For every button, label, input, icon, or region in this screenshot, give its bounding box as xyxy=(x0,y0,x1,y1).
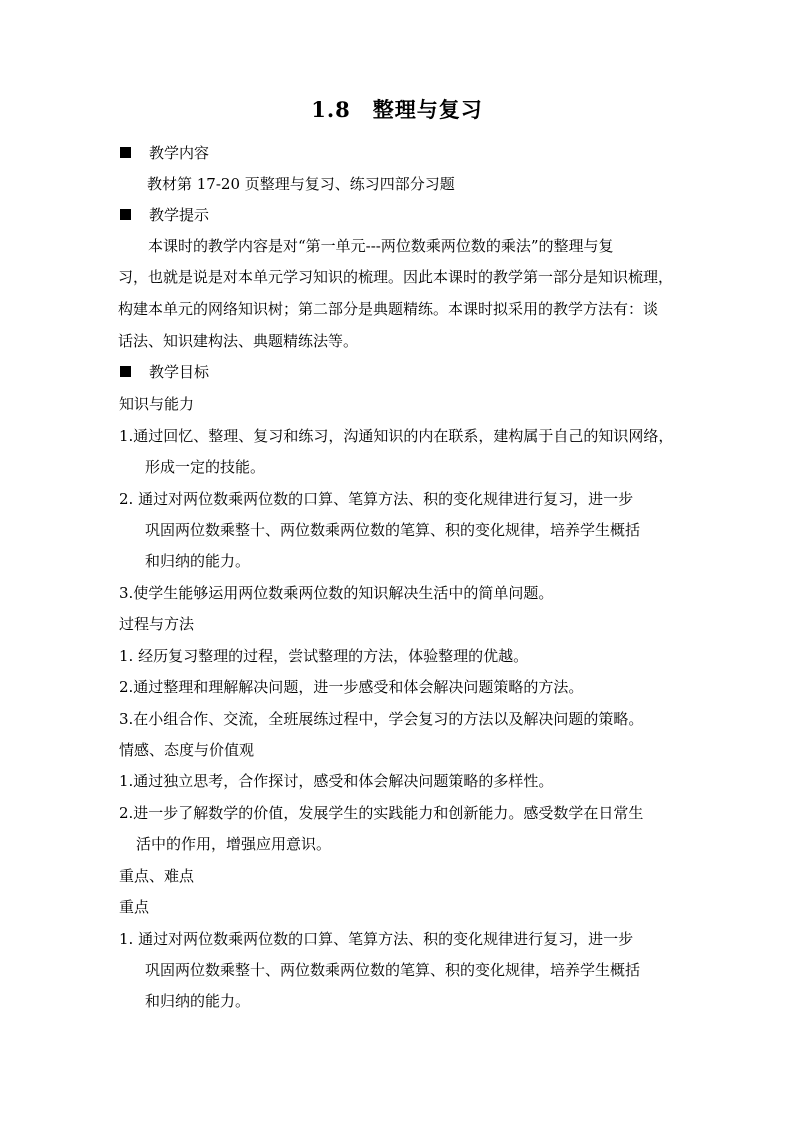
emotion-item: 2.进一步了解数学的价值，发展学生的实践能力和创新能力。感受数学在日常生 xyxy=(119,804,644,822)
section-teaching-content xyxy=(120,143,209,163)
key-heading: 重点 xyxy=(119,898,150,916)
hint-line: 构建本单元的网络知识树；第二部分是典题精练。本课时拟采用的教学方法有：谈 xyxy=(118,300,659,318)
section-teaching-hint xyxy=(120,205,209,225)
page-title: 1.8 整理与复习 xyxy=(311,97,483,122)
square-bullet-icon xyxy=(120,147,131,158)
knowledge-item-cont: 巩固两位数乘整十、两位数乘两位数的笔算、积的变化规律，培养学生概括 xyxy=(145,521,641,539)
emotion-item-cont: 活中的作用，增强应用意识。 xyxy=(136,835,332,853)
section-heading: 教学内容 xyxy=(149,144,210,162)
section-teaching-goals xyxy=(120,362,209,382)
key-item-cont: 和归纳的能力。 xyxy=(145,992,251,1010)
hint-line: 话法、知识建构法、典题精练法等。 xyxy=(118,332,359,350)
knowledge-item: 3.使学生能够运用两位数乘两位数的知识解决生活中的简单问题。 xyxy=(119,584,554,602)
knowledge-item-cont: 和归纳的能力。 xyxy=(145,552,251,570)
hint-line: 本课时的教学内容是对“第一单元---两位数乘两位数的乘法”的整理与复 xyxy=(148,237,614,255)
knowledge-item: 1.通过回忆、整理、复习和练习，沟通知识的内在联系，建构属于自己的知识网络， xyxy=(119,427,674,445)
square-bullet-icon xyxy=(120,209,131,220)
knowledge-item-cont: 形成一定的技能。 xyxy=(145,458,266,476)
process-item: 3.在小组合作、交流，全班展练过程中，学会复习的方法以及解决问题的策略。 xyxy=(119,710,644,728)
square-bullet-icon xyxy=(120,366,131,377)
process-item: 1. 经历复习整理的过程，尝试整理的方法，体验整理的优越。 xyxy=(119,647,529,665)
emotion-heading: 情感、态度与价值观 xyxy=(119,741,255,759)
knowledge-item: 2. 通过对两位数乘两位数的口算、笔算方法、积的变化规律进行复习，进一步 xyxy=(119,490,634,508)
knowledge-heading: 知识与能力 xyxy=(119,395,195,413)
key-difficult-heading: 重点、难点 xyxy=(119,867,195,885)
section-heading: 教学提示 xyxy=(149,206,210,224)
content-text: 教材第 17-20 页整理与复习、练习四部分习题 xyxy=(147,175,455,193)
section-heading: 教学目标 xyxy=(149,363,210,381)
process-item: 2.通过整理和理解解决问题，进一步感受和体会解决问题策略的方法。 xyxy=(119,678,584,696)
key-item-cont: 巩固两位数乘整十、两位数乘两位数的笔算、积的变化规律，培养学生概括 xyxy=(145,961,641,979)
hint-line: 习，也就是说是对本单元学习知识的梳理。因此本课时的教学第一部分是知识梳理， xyxy=(118,268,674,286)
key-item: 1. 通过对两位数乘两位数的口算、笔算方法、积的变化规律进行复习，进一步 xyxy=(119,930,634,948)
process-heading: 过程与方法 xyxy=(119,615,195,633)
emotion-item: 1.通过独立思考，合作探讨，感受和体会解决问题策略的多样性。 xyxy=(119,772,554,790)
